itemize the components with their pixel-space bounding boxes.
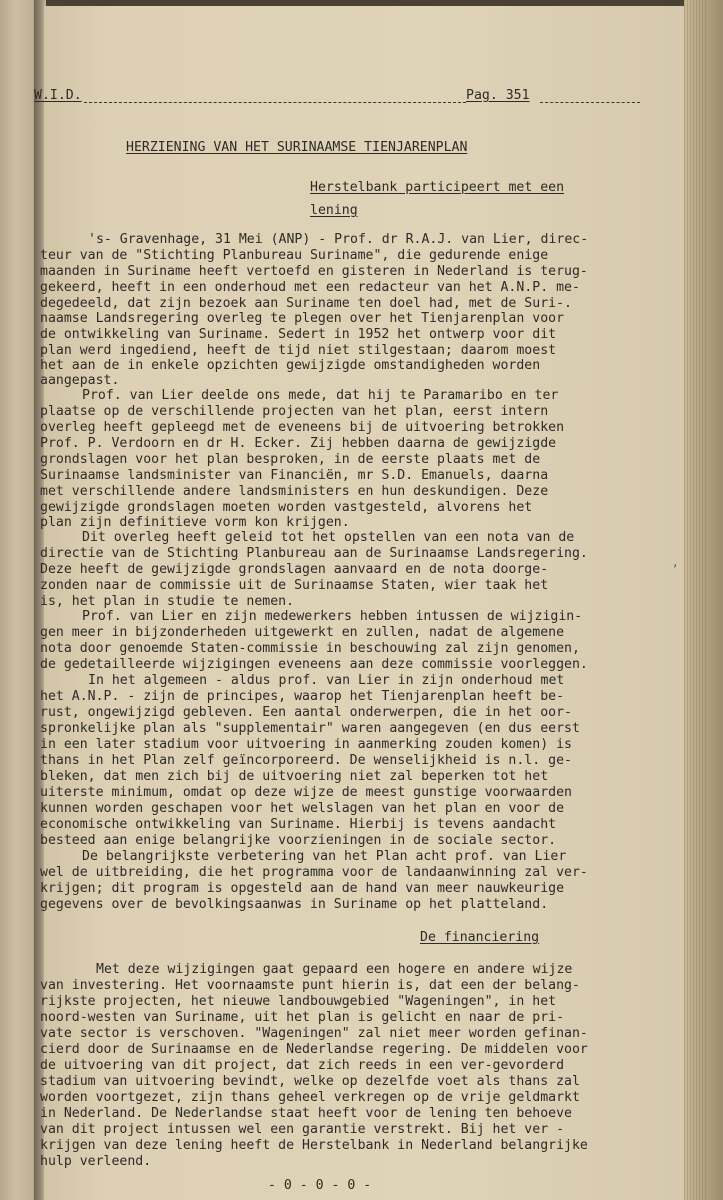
p6-line-3: krijgen; dit program is opgesteld aan de hand van meer nauwkeurige [40,881,565,896]
p1-line-6: naamse Landsregering overleg te plegen over het Tienjarenplan voor [40,311,565,326]
p7-line-9: worden voortgezet, zijn thans geheel verkregen op de vrije geldmarkt [40,1090,580,1105]
p6-line-2: wel de uitbreiding, die het programma voor de landaanwinning zal ver- [40,865,588,880]
p6-line-1: De belangrijkste verbetering van het Plan acht prof. van Lier [82,849,567,864]
header-left: W.I.D. [34,88,82,103]
p7-line-8: stadium van uitvoering bevindt, welke op dezelfde voet als thans zal [40,1074,580,1089]
p5-line-3: rust, ongewijzigd gebleven. Een aantal onderwerpen, die in het oor- [40,705,572,720]
header-page-number: Pag. 351 [466,88,530,103]
p2-line-8: gewijzigde grondslagen moeten worden vastgesteld, alvorens het [40,500,533,515]
p2-line-5: grondslagen voor het plan besproken, in de eerste plaats met de [40,452,541,467]
p7-line-4: noord-westen van Suriname, uit het plan is gelicht en naar de pri- [40,1010,565,1025]
p1-line-1: 's- Gravenhage, 31 Mei (ANP) - Prof. dr R.A.J. van Lier, direc- [88,232,589,247]
p1-line-4: gekeerd, heeft in een onderhoud met een redacteur van het A.N.P. me- [40,280,580,295]
footer-separator: - 0 - 0 - 0 - [268,1178,372,1193]
p5-line-11: besteed aan enige belangrijke voorzieningen in de sociale sector. [40,833,557,848]
p5-line-7: bleken, dat men zich bij de uitvoering niet zal beperken tot het [40,769,549,784]
p2-line-3: overleg heeft gepleegd met de eveneens bij de uitvoering betrokken [40,420,565,435]
header-rule-right [540,102,640,103]
p1-line-2: teur van de "Stichting Planbureau Suriname", die gedurende enige [40,248,549,263]
p5-line-5: in een later stadium voor uitvoering in aanmerking zouden komen) is [40,737,572,752]
p5-line-10: economische ontwikkeling van Suriname. Hierbij is tevens aandacht [40,817,557,832]
p7-line-6: cierd door de Surinaamse en de Nederlandse regering. De middelen voor [40,1042,588,1057]
p5-line-2: het A.N.P. - zijn de principes, waarop het Tienjarenplan heeft be- [40,689,565,704]
p3-line-5: is, het plan in studie te nemen. [40,594,295,609]
p5-line-1: In het algemeen - aldus prof. van Lier in zijn onderhoud met [88,673,565,688]
p7-line-3: rijkste projecten, het nieuwe landbouwgebied "Wageningen", in het [40,994,557,1009]
p7-line-12: krijgen van deze lening heeft de Herstelbank in Nederland belangrijke [40,1138,588,1153]
p7-line-7: de uitvoering van dit project, dat zich reeds in een ver-gevorderd [40,1058,565,1073]
p7-line-1: Met deze wijzigingen gaat gepaard een hogere en andere wijze [96,962,573,977]
p1-line-9: het aan de in enkele opzichten gewijzigde omstandigheden worden [40,358,541,373]
p2-line-2: plaatse op de verschillende projecten van het plan, eerst intern [40,404,549,419]
p1-line-3: maanden in Suriname heeft vertoefd en gisteren in Nederland is terug- [40,264,588,279]
p4-line-2: gen meer in bijzonderheden uitgewerkt en zullen, nadat de algemene [40,625,565,640]
p1-line-5: degedeeld, dat zijn bezoek aan Suriname ten doel had, met de Suri-. [40,296,572,311]
p2-line-9: plan zijn definitieve vorm kon krijgen. [40,515,350,530]
subtitle-line-1: Herstelbank participeert met een [310,180,565,195]
p7-line-10: in Nederland. De Nederlandse staat heeft voor de lening ten behoeve [40,1106,572,1121]
page-stack-lines [684,0,706,1200]
p5-line-9: kunnen worden geschapen voor het welslagen van het plan en voor de [40,801,565,816]
p7-line-2: van investering. Het voornaamste punt hierin is, dat een der belang- [40,978,580,993]
p5-line-4: spronkelijke plan als "supplementair" waren aangegeven (en dus eerst [40,721,580,736]
document-title: HERZIENING VAN HET SURINAAMSE TIENJARENPLAN [126,140,468,155]
p3-line-2: directie van de Stichting Planbureau aan de Surinaamse Landsregering. [40,546,588,561]
p6-line-4: gegevens over de bevolkingsaanwas in Suriname op het platteland. [40,897,549,912]
p1-line-10: aangepast. [40,373,120,388]
p4-line-3: nota door genoemde Staten-commissie in beschouwing zal zijn genomen, [40,641,580,656]
p2-line-1: Prof. van Lier deelde ons mede, dat hij te Paramaribo en ter [82,388,559,403]
p1-line-8: plan werd ingediend, heeft de tijd niet stilgestaan; daarom moest [40,343,557,358]
subtitle-line-2: lening [310,203,358,218]
header-rule-left [84,102,466,103]
p4-line-1: Prof. van Lier en zijn medewerkers hebben intussen de wijzigin- [82,609,583,624]
p7-line-13: hulp verleend. [40,1154,152,1169]
p2-line-7: met verschillende andere landsministers en hun deskundigen. Deze [40,484,549,499]
p3-line-3: Deze heeft de gewijzigde grondslagen aanvaard en de nota doorge- [40,562,549,577]
margin-mark: , [672,556,679,569]
p3-line-4: zonden naar de commissie uit de Surinaamse Staten, wier taak het [40,578,549,593]
p7-line-11: van dit project intussen wel een garantie verstrekt. Bij het ver - [40,1122,565,1137]
p4-line-4: de gedetailleerde wijzigingen eveneens aan deze commissie voorleggen. [40,657,588,672]
p5-line-6: thans in het Plan zelf geïncorporeerd. De wenselijkheid is n.l. ge- [40,753,572,768]
p3-line-1: Dit overleg heeft geleid tot het opstellen van een nota van de [82,530,575,545]
p5-line-8: uiterste minimum, omdat op deze wijze de meest gunstige voorwaarden [40,785,572,800]
p1-line-7: de ontwikkeling van Suriname. Sedert in 1952 het ontwerp voor dit [40,327,557,342]
p2-line-6: Surinaamse landsminister van Financiën, mr S.D. Emanuels, daarna [40,468,549,483]
section-title-financiering: De financiering [420,930,540,945]
p7-line-5: vate sector is verschoven. "Wageningen" zal niet meer worden gefinan- [40,1026,588,1041]
p2-line-4: Prof. P. Verdoorn en dr H. Ecker. Zij hebben daarna de gewijzigde [40,436,557,451]
